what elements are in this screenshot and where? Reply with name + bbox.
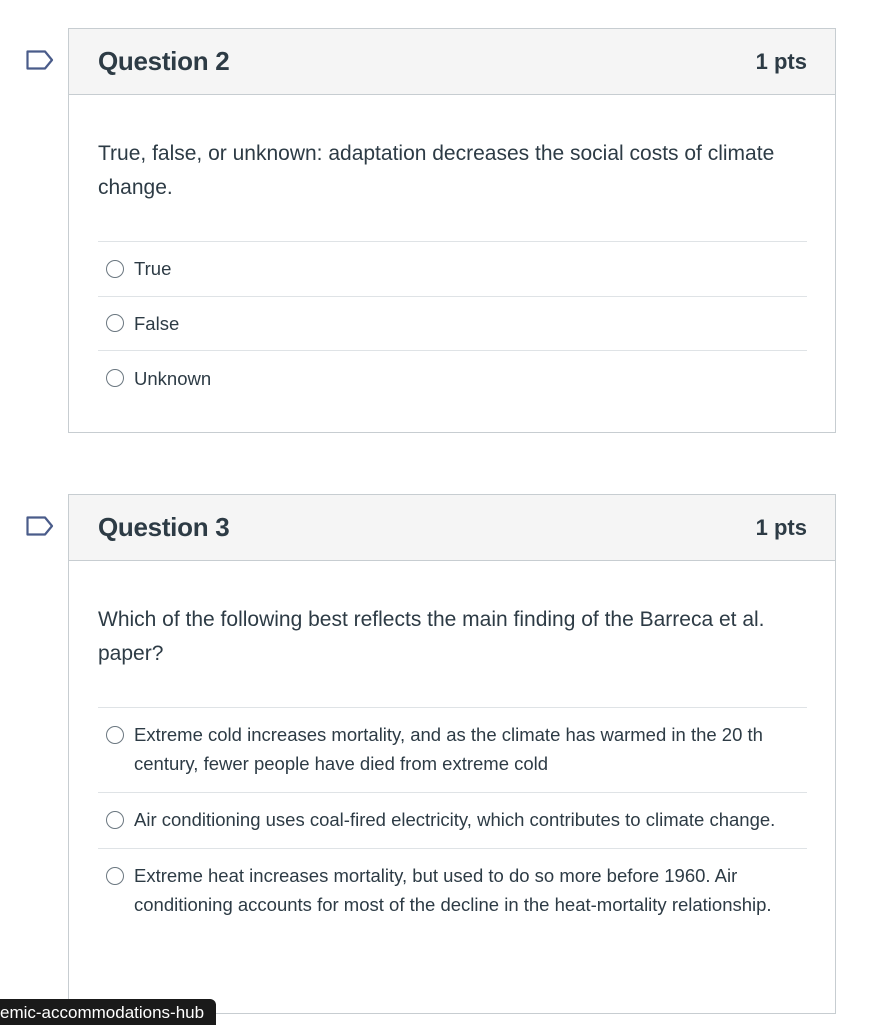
radio-unchecked-icon[interactable] — [106, 726, 124, 744]
answer-label: False — [134, 312, 180, 334]
answer-true[interactable] — [98, 242, 807, 297]
radio-unchecked-icon[interactable] — [106, 369, 124, 387]
question-3-points: 1 pts — [755, 514, 807, 540]
question-2-answers — [98, 241, 807, 406]
answer-false[interactable] — [98, 297, 807, 352]
radio-unchecked-icon[interactable] — [106, 811, 124, 829]
question-3-title: Question 3 — [98, 512, 230, 542]
question-3-body — [69, 561, 835, 933]
question-2-body — [69, 95, 835, 406]
answer-extreme-cold[interactable] — [98, 708, 807, 793]
question-2-points: 1 pts — [755, 48, 807, 74]
answer-label: Unknown — [134, 367, 212, 389]
link-preview-tooltip: emic-accommodations-hub — [0, 999, 216, 1025]
question-2-card — [68, 28, 836, 433]
question-3-answers — [98, 707, 807, 933]
answer-unknown[interactable] — [98, 351, 807, 406]
radio-unchecked-icon[interactable] — [106, 867, 124, 885]
question-3-text: Which of the following best reflects the main finding of the Barreca et al. paper? — [98, 608, 765, 665]
answer-extreme-heat[interactable] — [98, 849, 807, 933]
answer-label: True — [134, 258, 172, 280]
question-3-card — [68, 494, 836, 1014]
question-2-text: True, false, or unknown: adaptation decreases the social costs of climate change. — [98, 142, 775, 199]
question-3-header — [69, 495, 835, 561]
radio-unchecked-icon[interactable] — [106, 314, 124, 332]
question-2-header — [69, 29, 835, 95]
question-2-title: Question 2 — [98, 46, 230, 76]
answer-label: Air conditioning uses coal-fired electricity, which contributes to climate change. — [134, 809, 776, 830]
answer-air-conditioning[interactable] — [98, 793, 807, 849]
radio-unchecked-icon[interactable] — [106, 260, 124, 278]
answer-label: Extreme cold increases mortality, and as the climate has warmed in the 20 th century, fewer people have died from extreme cold — [134, 724, 763, 774]
flag-question-3-icon[interactable] — [26, 516, 54, 536]
flag-question-2-icon[interactable] — [26, 50, 54, 70]
answer-label: Extreme heat increases mortality, but used to do so more before 1960. Air conditioning accounts for most of the decline in the heat-mortality relationship. — [134, 865, 772, 915]
